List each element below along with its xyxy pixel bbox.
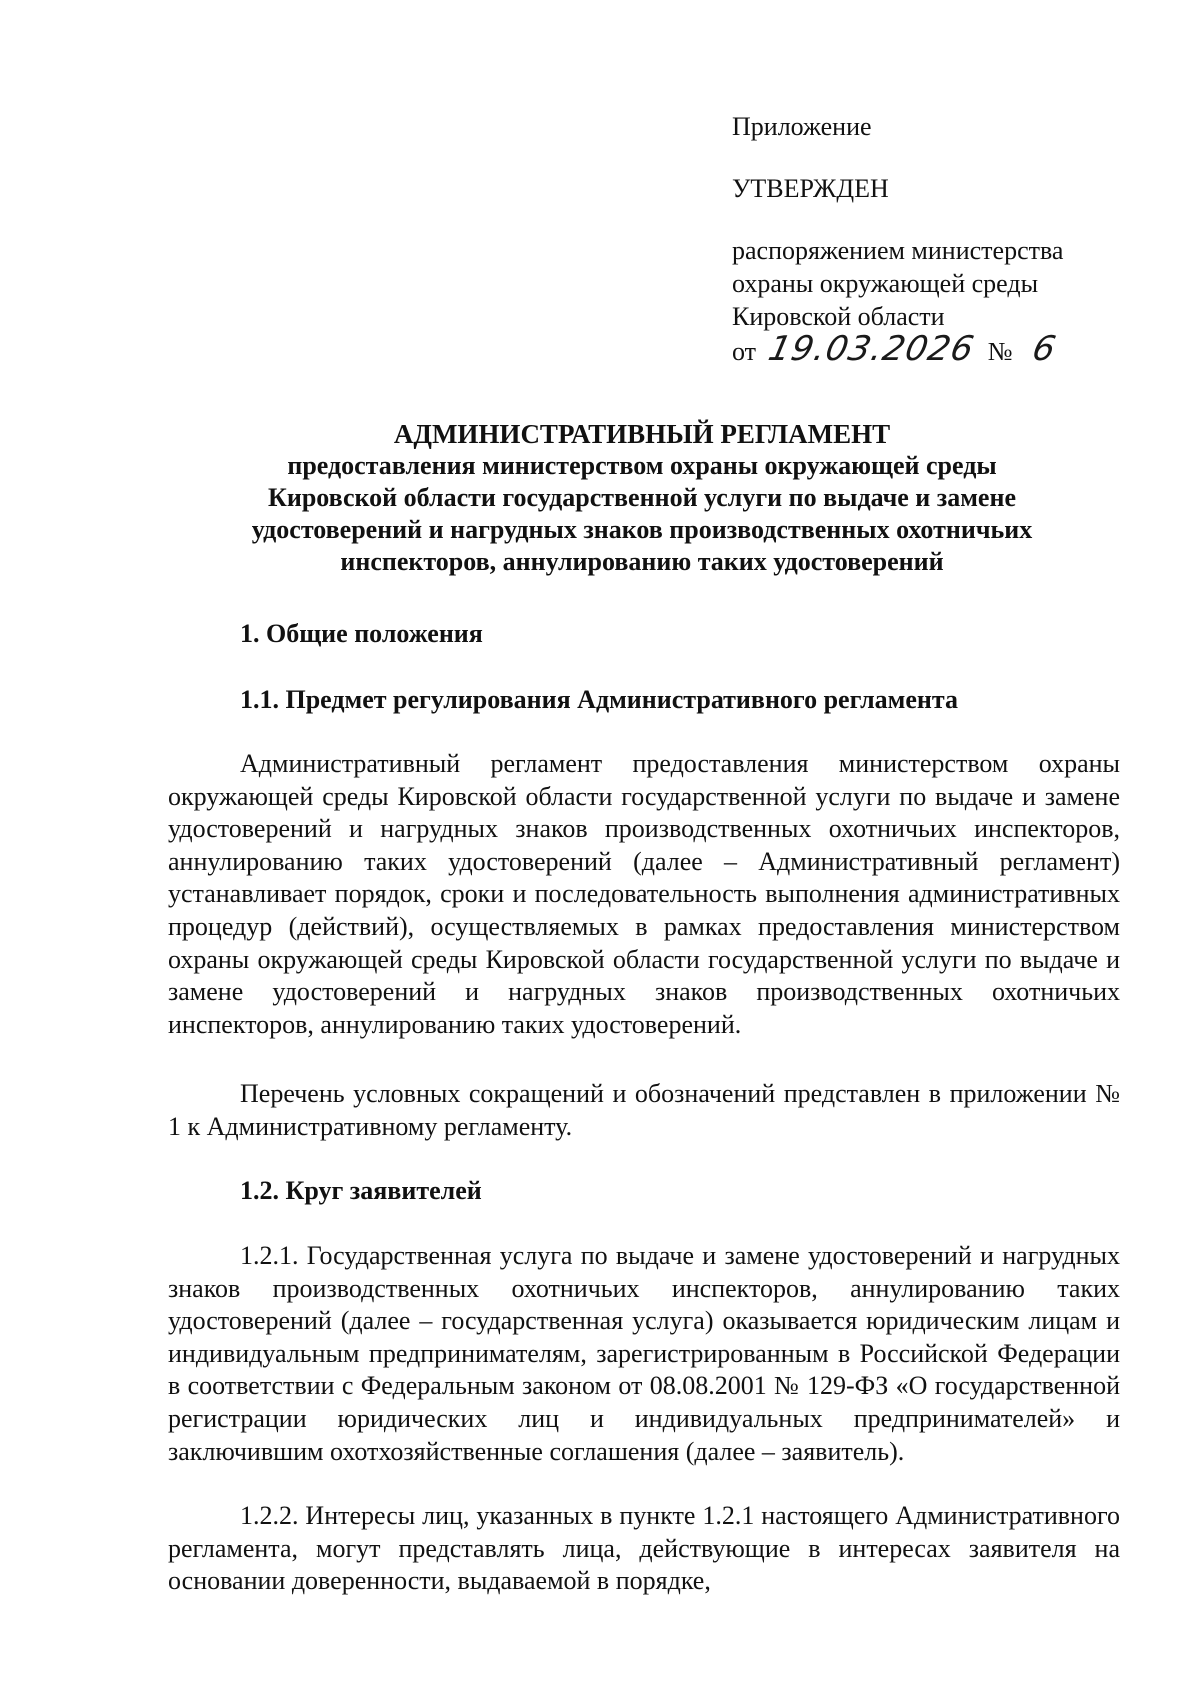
approval-date-line (732, 329, 1152, 369)
title-subtitle-line: удостоверений и нагрудных знаков производственных охотничьих (251, 515, 1033, 544)
paragraph-1-2-2: 1.2.2. Интересы лиц, указанных в пункте 1.2.1 настоящего Административного регламента, могут представлять лица, действующие в интересах заявителя на основании доверенности, выдаваемой в порядке, (168, 1501, 1120, 1596)
paragraph-1-2-1: 1.2.1. Государственная услуга по выдаче и замене удостоверений и нагрудных знаков производственных охотничьих инспекторов, аннулированию таких удостоверений (далее – государственная услуга) оказывается юридическим лицам и индивидуальным предпринимателям, зарегистрированным в Российской Федерации в соответствии с Федеральным законом от 08.08.2001 № 129-ФЗ «О государственной регистрации юридических лиц и индивидуальных предпринимателей» и заключившим охотхозяйственные соглашения (далее – заявитель). (168, 1241, 1120, 1466)
paragraph-1-1-a: Административный регламент предоставления министерством охраны окружающей среды Кировской области государственной услуги по выдаче и замене удостоверений и нагрудных знаков производственных охотничьих инспекторов, аннулированию таких удостоверений (далее – Административный регламент) устанавливает порядок, сроки и последовательность выполнения административных процедур (действий), осуществляемых в рамках предоставления министерством охраны окружающей среды Кировской области государственной услуги по выдаче и замене удостоверений и нагрудных знаков производственных охотничьих инспекторов, аннулированию таких удостоверений. (168, 749, 1120, 1039)
title-subtitle-line: Кировской области государственной услуги по выдаче и замене (267, 483, 1016, 512)
paragraph-1-1-b: Перечень условных сокращений и обозначений представлен в приложении № 1 к Административному регламенту. (168, 1079, 1120, 1141)
approval-block (732, 110, 1152, 368)
approved-label: УТВЕРЖДЕН (732, 174, 889, 203)
appendix-label: Приложение (732, 112, 872, 141)
section-heading-1: 1. Общие положения (240, 619, 483, 648)
approval-line: Кировской области (732, 302, 945, 331)
handwritten-date: 19.03.2026 (764, 329, 978, 369)
document-title (168, 418, 1116, 578)
number-label: № (987, 337, 1013, 366)
section-heading-1-2: 1.2. Круг заявителей (240, 1176, 482, 1205)
approval-line: распоряжением министерства (732, 236, 1064, 265)
from-label: от (732, 337, 757, 366)
handwritten-number: 6 (1028, 329, 1061, 369)
title-main: АДМИНИСТРАТИВНЫЙ РЕГЛАМЕНТ (393, 419, 891, 449)
section-heading-1-1: 1.1. Предмет регулирования Административного регламента (240, 685, 958, 714)
title-subtitle-line: инспекторов, аннулированию таких удостоверений (340, 547, 944, 576)
approval-line: охраны окружающей среды (732, 269, 1039, 298)
title-subtitle-line: предоставления министерством охраны окружающей среды (287, 451, 997, 480)
